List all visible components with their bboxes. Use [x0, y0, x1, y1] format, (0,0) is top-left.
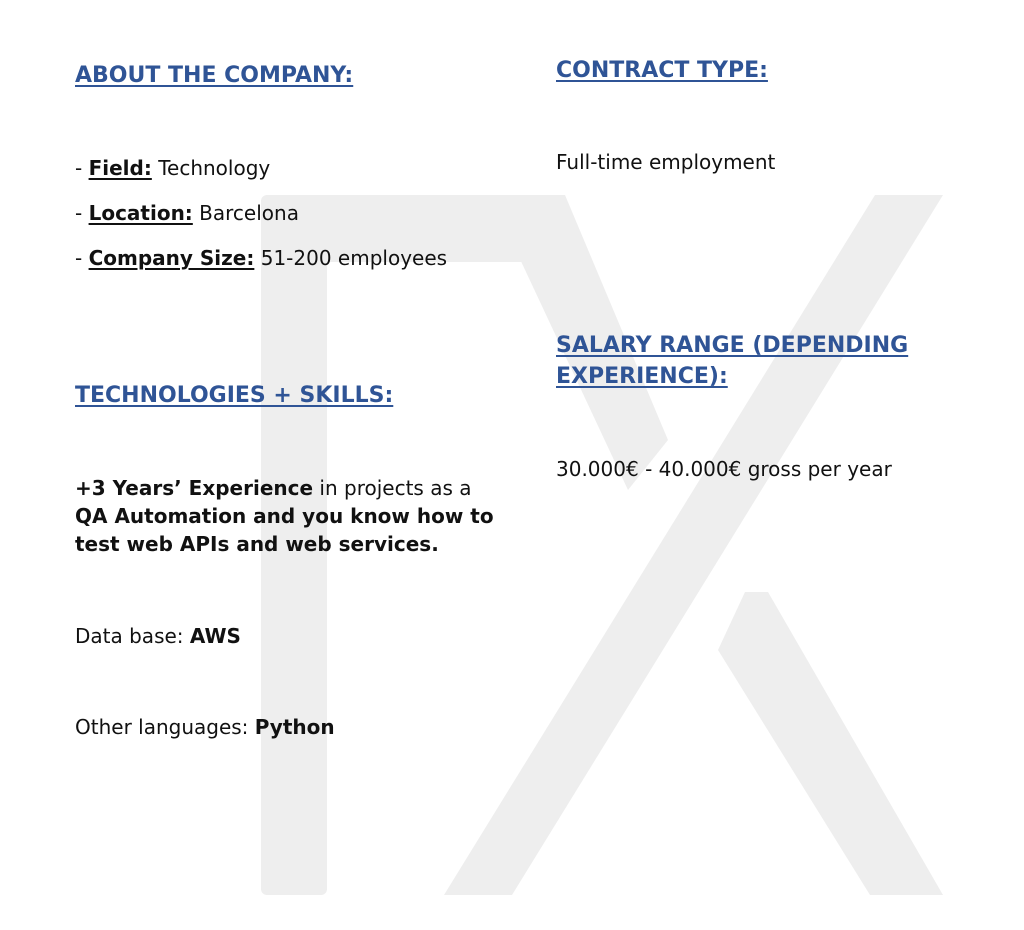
contract-heading: CONTRACT TYPE:: [556, 58, 768, 83]
skills-heading: TECHNOLOGIES + SKILLS:: [75, 383, 394, 408]
about-item-prefix: -: [75, 201, 89, 225]
about-item-location: [75, 199, 299, 227]
about-item-company-size: [75, 244, 447, 272]
database-value: AWS: [189, 624, 241, 648]
about-heading: ABOUT THE COMPANY:: [75, 63, 354, 88]
company-size-label: Company Size:: [88, 246, 255, 270]
salary-heading: [556, 330, 908, 392]
salary-heading-line1: SALARY RANGE (DEPENDING: [556, 333, 909, 358]
languages-value: Python: [254, 715, 335, 739]
about-item-field: [75, 154, 270, 182]
field-value: Technology: [151, 156, 271, 180]
database-label: Data base:: [75, 624, 190, 648]
experience-line-1: [75, 474, 494, 502]
watermark-diagonal-right: [718, 592, 943, 895]
location-value: Barcelona: [192, 201, 299, 225]
contract-value: Full-time employment: [556, 150, 776, 174]
languages-line: [75, 713, 335, 741]
field-label: Field:: [88, 156, 152, 180]
experience-rest: in projects as a: [313, 476, 472, 500]
experience-paragraph: [75, 474, 494, 558]
company-size-value: 51-200 employees: [254, 246, 448, 270]
salary-heading-line2: EXPERIENCE):: [556, 364, 728, 389]
languages-label: Other languages:: [75, 715, 255, 739]
location-label: Location:: [88, 201, 193, 225]
experience-line-3: test web APIs and web services.: [75, 532, 439, 556]
database-line: [75, 622, 241, 650]
experience-line-2: QA Automation and you know how to: [75, 504, 494, 528]
experience-bold: +3 Years’ Experience: [75, 476, 314, 500]
about-item-prefix: -: [75, 156, 89, 180]
salary-value: 30.000€ - 40.000€ gross per year: [556, 457, 892, 481]
about-item-prefix: -: [75, 246, 89, 270]
